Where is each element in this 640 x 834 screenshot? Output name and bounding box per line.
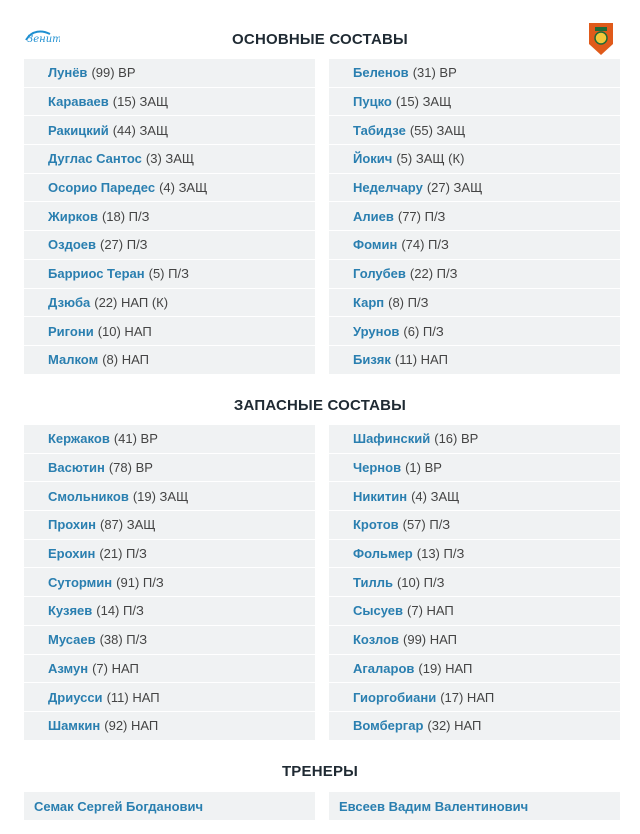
player-name-link[interactable]: Беленов bbox=[353, 65, 409, 81]
player-number-position: (38) П/З bbox=[99, 632, 148, 648]
player-number-position: (27) П/З bbox=[100, 237, 148, 253]
player-number-position: (31) ВР bbox=[412, 65, 457, 81]
player-number-position: (6) П/З bbox=[403, 323, 444, 339]
player-name-link[interactable]: Азмун bbox=[48, 660, 89, 676]
player-row bbox=[329, 655, 620, 684]
player-row bbox=[24, 260, 315, 289]
main-home-list bbox=[24, 59, 315, 375]
player-name-link[interactable]: Смольников bbox=[48, 488, 129, 504]
player-name-link[interactable]: Кротов bbox=[353, 517, 399, 533]
coach-away[interactable] bbox=[329, 792, 620, 820]
player-number-position: (11) НАП bbox=[106, 689, 160, 705]
player-number-position: (11) НАП bbox=[394, 352, 448, 368]
player-row bbox=[24, 454, 315, 483]
player-row bbox=[24, 655, 315, 684]
player-row bbox=[329, 88, 620, 117]
player-row bbox=[24, 568, 315, 597]
player-number-position: (15) ЗАЩ bbox=[395, 94, 452, 110]
player-name-link[interactable]: Жирков bbox=[48, 208, 98, 224]
player-row bbox=[329, 317, 620, 346]
player-row bbox=[329, 145, 620, 174]
player-name-link[interactable]: Неделчару bbox=[353, 180, 423, 196]
player-number-position: (8) П/З bbox=[388, 294, 429, 310]
player-row bbox=[24, 626, 315, 655]
player-name-link[interactable]: Барриос Теран bbox=[48, 266, 145, 282]
player-row bbox=[329, 289, 620, 318]
player-number-position: (10) П/З bbox=[396, 574, 445, 590]
player-row bbox=[329, 59, 620, 88]
player-number-position: (41) ВР bbox=[113, 431, 158, 447]
player-number-position: (13) П/З bbox=[416, 546, 465, 562]
player-row bbox=[329, 683, 620, 712]
player-number-position: (77) П/З bbox=[397, 208, 446, 224]
player-number-position: (4) ЗАЩ bbox=[159, 180, 208, 196]
player-row bbox=[329, 346, 620, 375]
player-name-link[interactable]: Карп bbox=[353, 294, 385, 310]
player-name-link[interactable]: Кержаков bbox=[48, 431, 110, 447]
player-name-link[interactable]: Васютин bbox=[48, 460, 105, 476]
player-row bbox=[24, 202, 315, 231]
main-away-list bbox=[329, 59, 620, 375]
player-name-link[interactable]: Вомбергар bbox=[353, 718, 424, 734]
player-row bbox=[24, 482, 315, 511]
player-name-link[interactable]: Табидзе bbox=[353, 122, 406, 138]
player-number-position: (7) НАП bbox=[407, 603, 454, 619]
player-number-position: (16) ВР bbox=[434, 431, 479, 447]
player-number-position: (44) ЗАЩ bbox=[112, 122, 169, 138]
player-name-link[interactable]: Ракицкий bbox=[48, 122, 109, 138]
player-name-link[interactable]: Чернов bbox=[353, 460, 402, 476]
player-name-link[interactable]: Дриусси bbox=[48, 689, 103, 705]
player-row bbox=[329, 174, 620, 203]
coaches-title: ТРЕНЕРЫ bbox=[281, 763, 359, 780]
player-number-position: (22) НАП (К) bbox=[94, 294, 169, 310]
player-number-position: (17) НАП bbox=[440, 689, 495, 705]
player-name-link[interactable]: Шамкин bbox=[48, 718, 101, 734]
player-name-link[interactable]: Фольмер bbox=[353, 546, 413, 562]
player-number-position: (87) ЗАЩ bbox=[99, 517, 156, 533]
player-name-link[interactable]: Бизяк bbox=[353, 352, 391, 368]
player-name-link[interactable]: Козлов bbox=[353, 632, 400, 648]
main-lineups-title: ОСНОВНЫЕ СОСТАВЫ bbox=[232, 31, 408, 48]
player-row bbox=[24, 346, 315, 375]
player-row bbox=[24, 116, 315, 145]
player-name-link[interactable]: Мусаев bbox=[48, 632, 96, 648]
player-row bbox=[24, 145, 315, 174]
player-name-link[interactable]: Лунёв bbox=[48, 65, 88, 81]
player-number-position: (74) П/З bbox=[401, 237, 449, 253]
player-name-link[interactable]: Агаларов bbox=[353, 660, 415, 676]
player-name-link[interactable]: Караваев bbox=[48, 94, 109, 110]
player-name-link[interactable]: Малком bbox=[48, 352, 99, 368]
player-number-position: (21) П/З bbox=[99, 546, 147, 562]
player-number-position: (19) НАП bbox=[418, 660, 473, 676]
subs-home-list bbox=[24, 425, 315, 741]
player-number-position: (14) П/З bbox=[96, 603, 144, 619]
player-name-link[interactable]: Осорио Паредес bbox=[48, 180, 156, 196]
player-row bbox=[329, 712, 620, 741]
player-name-link[interactable]: Тилль bbox=[353, 574, 393, 590]
player-row bbox=[329, 511, 620, 540]
player-name-link[interactable]: Дзюба bbox=[48, 294, 91, 310]
player-number-position: (5) П/З bbox=[148, 266, 189, 282]
player-number-position: (22) П/З bbox=[409, 266, 458, 282]
player-number-position: (78) ВР bbox=[108, 460, 153, 476]
player-row bbox=[24, 540, 315, 569]
player-number-position: (5) ЗАЩ (К) bbox=[396, 151, 465, 167]
player-name-link[interactable]: Пуцко bbox=[353, 94, 392, 110]
player-name-link[interactable]: Ерохин bbox=[48, 546, 96, 562]
player-name-link[interactable]: Урунов bbox=[353, 323, 400, 339]
subs-away-list bbox=[329, 425, 620, 741]
player-name-link[interactable]: Ригони bbox=[48, 323, 94, 339]
player-name-link[interactable]: Сысуев bbox=[353, 603, 404, 619]
player-number-position: (10) НАП bbox=[97, 323, 152, 339]
player-row bbox=[24, 683, 315, 712]
player-row bbox=[329, 116, 620, 145]
player-number-position: (27) ЗАЩ bbox=[426, 180, 483, 196]
player-name-link[interactable]: Йокич bbox=[353, 151, 393, 167]
player-number-position: (57) П/З bbox=[402, 517, 451, 533]
player-number-position: (92) НАП bbox=[104, 718, 159, 734]
player-row bbox=[329, 231, 620, 260]
player-number-position: (15) ЗАЩ bbox=[112, 94, 169, 110]
player-row bbox=[24, 88, 315, 117]
player-row bbox=[329, 626, 620, 655]
player-row bbox=[24, 289, 315, 318]
player-row bbox=[329, 482, 620, 511]
player-row bbox=[24, 317, 315, 346]
coach-home[interactable] bbox=[24, 792, 315, 820]
player-name-link[interactable]: Оздоев bbox=[48, 237, 96, 253]
player-row bbox=[24, 174, 315, 203]
player-row bbox=[329, 454, 620, 483]
player-name-link[interactable]: Сутормин bbox=[48, 574, 113, 590]
player-number-position: (19) ЗАЩ bbox=[132, 488, 189, 504]
player-row bbox=[24, 712, 315, 741]
player-number-position: (18) П/З bbox=[101, 208, 150, 224]
player-name-link[interactable]: Алиев bbox=[353, 208, 394, 224]
player-row bbox=[24, 511, 315, 540]
player-number-position: (91) П/З bbox=[116, 574, 164, 590]
player-number-position: (7) НАП bbox=[92, 660, 139, 676]
player-row bbox=[329, 425, 620, 454]
player-number-position: (55) ЗАЩ bbox=[409, 122, 466, 138]
player-row bbox=[24, 425, 315, 454]
coach-home-name[interactable]: Семак Сергей Богданович bbox=[34, 798, 204, 814]
player-name-link[interactable]: Шафинский bbox=[353, 431, 431, 447]
player-number-position: (99) НАП bbox=[403, 632, 458, 648]
player-number-position: (99) ВР bbox=[91, 65, 136, 81]
player-name-link[interactable]: Никитин bbox=[353, 488, 408, 504]
player-row bbox=[329, 568, 620, 597]
svg-text:Зенит: Зенит bbox=[27, 34, 60, 45]
player-name-link[interactable]: Фомин bbox=[353, 237, 398, 253]
coach-away-name[interactable]: Евсеев Вадим Валентинович bbox=[339, 798, 529, 814]
player-row bbox=[329, 597, 620, 626]
player-name-link[interactable]: Прохин bbox=[48, 517, 96, 533]
player-row bbox=[24, 231, 315, 260]
player-row bbox=[24, 59, 315, 88]
player-number-position: (1) ВР bbox=[405, 460, 442, 476]
subs-title: ЗАПАСНЫЕ СОСТАВЫ bbox=[233, 397, 407, 414]
player-row bbox=[329, 540, 620, 569]
player-number-position: (32) НАП bbox=[427, 718, 482, 734]
player-row bbox=[329, 202, 620, 231]
player-name-link[interactable]: Кузяев bbox=[48, 603, 93, 619]
player-number-position: (3) ЗАЩ bbox=[145, 151, 195, 167]
player-name-link[interactable]: Гиоргобиани bbox=[353, 689, 437, 705]
player-row bbox=[24, 597, 315, 626]
player-number-position: (8) НАП bbox=[102, 352, 149, 368]
player-name-link[interactable]: Голубев bbox=[353, 266, 406, 282]
player-name-link[interactable]: Дуглас Сантос bbox=[48, 151, 142, 167]
player-number-position: (4) ЗАЩ bbox=[411, 488, 460, 504]
player-row bbox=[329, 260, 620, 289]
